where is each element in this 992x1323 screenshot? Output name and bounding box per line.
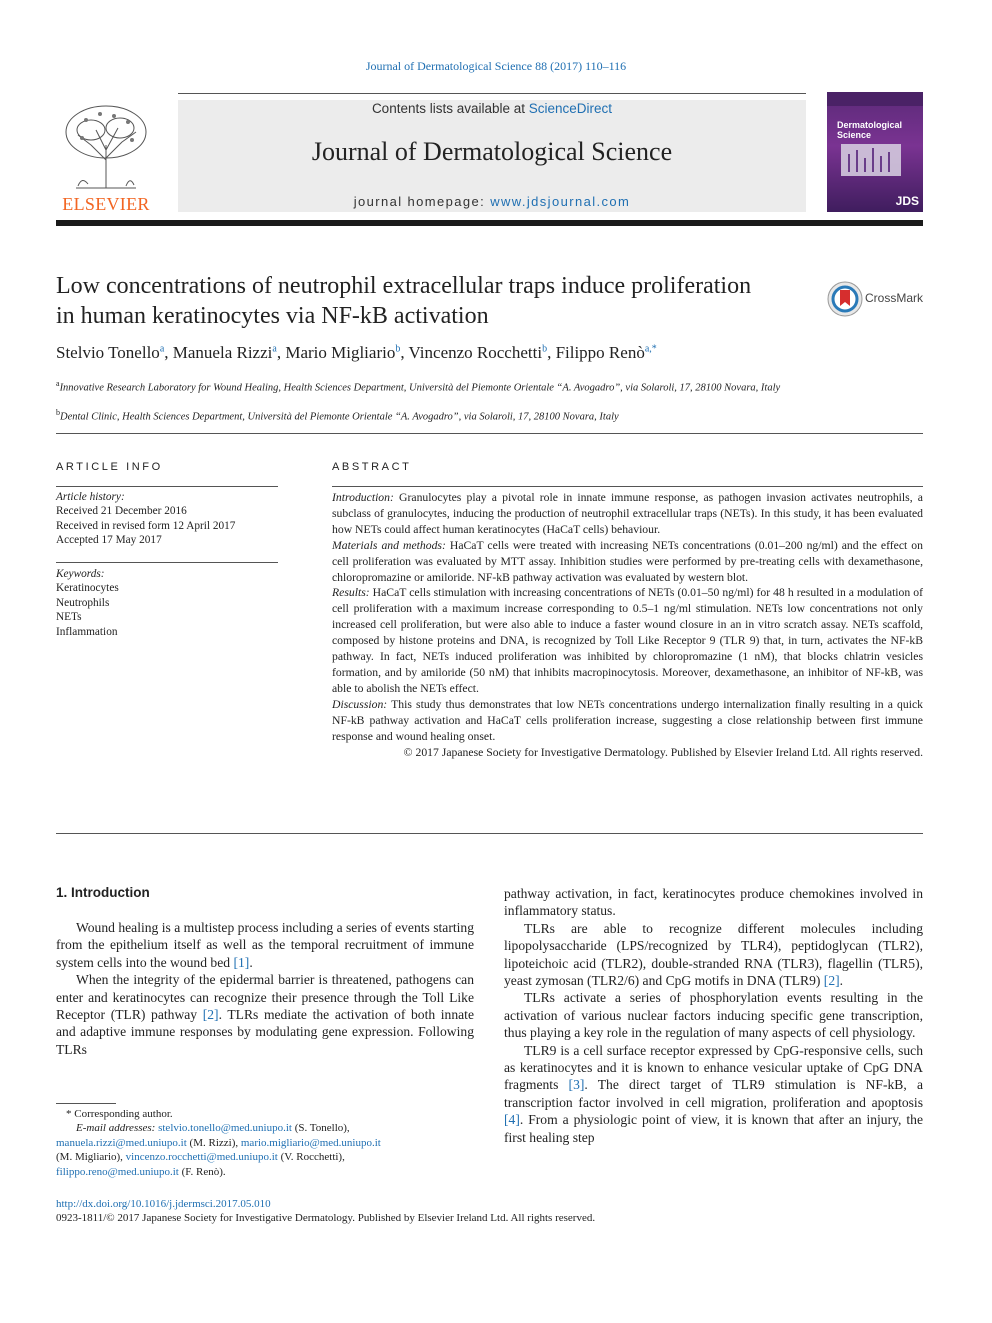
keywords-block (56, 567, 278, 639)
journal-citation[interactable]: Journal of Dermatological Science 88 (2017) 110–116 (365, 59, 627, 73)
header-top-rule (178, 93, 806, 94)
keyword: NETs (56, 611, 82, 624)
author-list: Stelvio Tonello$^a$, Manuela Rizzi$^a$, Mario Migliario$^b$, Vincenzo Rocchetti$^b$, Filippo Renò$^{a,*}$ (56, 343, 657, 362)
email-link[interactable]: mario.migliario@med.uniupo.it (240, 1136, 381, 1149)
keyword: Inflammation (56, 625, 118, 638)
history-accepted: Accepted 17 May 2017 (56, 534, 162, 547)
abstract-methods: Materials and methods: HaCaT cells were treated with increasing NETs concentrations (0.01–200 ng/ml) and the effect on cell proliferation was evaluated by MTT assay. Inhibition studies were performed by pre-treating cells with dexamethasone, chloropromazine or amiloride. NF-kB pathway activation was evaluated by western blot. (332, 538, 923, 584)
abstract-results: Results: HaCaT cells stimulation with increasing concentrations of NETs (0.01–50 ng/ml) for 48 h resulted in a modulation of cell proliferation with a maximum increase corresponding to 0.5–1 ng/ml stimulation. NETs low concentrations not only increased cell proliferation, but were also able to induce a faster wound closure in an in vitro scratch assay. NETs scaffold, composed by histone proteins and DNA, is recognized by Toll Like Receptor 9 (TLR 9) that, in turn, activates the NF-kB pathway. In fact, NETs induced proliferation was inhibited by chloropromazine (1 nM), that blocks chlatrin vesicles formation, and by amiloride (50 nM) that inhibits macropinocytosis. Moreover, dexamethasone, an inhibitor of NF-kB, was able to abolish the NETs effect. (332, 586, 923, 695)
author[interactable]: Vincenzo Rocchetti$^b$ (408, 343, 548, 362)
author-affil-mark[interactable]: b (395, 343, 401, 355)
reference-link[interactable]: [2] (823, 973, 840, 989)
paragraph: TLRs are able to recognize different molecules including lipopolysaccharide (LPS/recognized by TLR4), peptidoglycan (TLR2), lipoteichoic acid (TLR2), double-stranded RNA (TLR3), flagellin (TLR5), yeast zymosan (TLR2/6) and CpG motifs in DNA (TLR9) [2]. (504, 920, 923, 989)
cover-badge: JDS (895, 194, 919, 208)
keywords-rule (56, 562, 278, 563)
contents-line (178, 101, 806, 116)
journal-cover-thumbnail[interactable] (827, 92, 923, 212)
corresponding-author-footnote: * Corresponding author. E-mail addresses: stelvio.tonello@med.uniupo.it (S. Tonello), manuela.rizzi@med.uniupo.it (M. Rizzi), mario.migliario@med.uniupo.it (M. Migliario), vincenzo.rocchetti@med.uniupo.it (V. Rocchetti), filippo.reno@med.uniupo.it (F. Renò). (56, 1107, 476, 1179)
footnote-rule (56, 1103, 116, 1104)
article-title: Low concentrations of neutrophil extracellular traps induce proliferation in human keratinocytes via NF-kB activation (56, 273, 752, 329)
reference-link[interactable]: [4] (504, 1112, 520, 1128)
article-history (56, 490, 278, 548)
email-label: E-mail addresses: (76, 1122, 156, 1135)
cover-title: Dermatological Science (837, 120, 903, 140)
journal-name: Journal of Dermatological Science (311, 137, 673, 166)
email-link[interactable]: vincenzo.rocchetti@med.uniupo.it (125, 1151, 278, 1164)
journal-homepage-line (178, 194, 806, 209)
history-received: Received 21 December 2016 (56, 505, 187, 518)
keywords-label: Keywords: (56, 568, 105, 580)
homepage-prefix: journal homepage: (353, 194, 491, 209)
author-affil-mark[interactable]: a,* (644, 343, 657, 355)
doi-line (56, 1198, 923, 1210)
abstract-rule (332, 486, 923, 487)
paragraph: TLR9 is a cell surface receptor expressed by CpG-responsive cells, such as keratinocytes and it is known to enhance vesicular uptake of CpG DNA fragments [3]. The direct target of TLR9 stimulation is NF-kB, a transcription factor involved in cell migration, proliferation and apoptosis [4]. From a physiologic point of view, it is known that after an injury, the first healing step (504, 1042, 923, 1145)
abstract-copyright: © 2017 Japanese Society for Investigative Dermatology. Published by Elsevier Ireland Ltd. All rights reserved. (403, 745, 923, 759)
article-info-heading: ARTICLE INFO (56, 461, 163, 473)
crossmark-icon (826, 280, 864, 318)
paragraph: Wound healing is a multistep process including a series of events starting from the epithelium itself as well as the temporal recruitment of immune system cells into the wound bed [1]. (56, 920, 474, 970)
reference-link[interactable]: [3] (568, 1077, 585, 1093)
article-info-rule (56, 486, 278, 487)
abstract-body (332, 490, 923, 760)
author[interactable]: Stelvio Tonello$^a$ (56, 343, 165, 362)
history-label: Article history: (56, 491, 125, 503)
section-heading-introduction: 1. Introduction (56, 885, 150, 900)
affiliation-a: $^a$Innovative Research Laboratory for Wound Healing, Health Sciences Department, Università del Piemonte Orientale “A. Avogadro”, via Solaroli, 17, 28100 Novara, Italy (56, 379, 781, 394)
sciencedirect-link[interactable]: ScienceDirect (528, 101, 613, 116)
affiliation-b: $^b$Dental Clinic, Health Sciences Department, Università del Piemonte Orientale “A. Avogadro”, via Solaroli, 17, 28100 Novara, Italy (56, 408, 619, 423)
corresponding-author-note: * Corresponding author. (66, 1108, 173, 1120)
email-link[interactable]: filippo.reno@med.uniupo.it (56, 1165, 179, 1178)
doi-link[interactable]: http://dx.doi.org/10.1016/j.jdermsci.2017.05.010 (56, 1198, 271, 1210)
crossmark-label[interactable]: CrossMark (865, 291, 924, 305)
email-link[interactable]: stelvio.tonello@med.uniupo.it (158, 1122, 292, 1135)
keyword: Neutrophils (56, 596, 110, 609)
body-column-left (56, 919, 474, 1058)
author-affil-mark[interactable]: a (159, 343, 165, 355)
author-affil-mark[interactable]: b (542, 343, 548, 355)
paragraph: When the integrity of the epidermal barrier is threatened, pathogens can enter and keratinocytes can recognize their presence through the Toll Like Receptor (TLR) pathway [2]. TLRs mediate the activation of both innate and adaptive immune responses by modulating gene expression. Following TLRs (56, 972, 474, 1057)
affiliation-rule (56, 433, 923, 434)
homepage-link[interactable]: www.jdsjournal.com (490, 194, 631, 209)
abstract-bottom-rule (56, 833, 923, 834)
author[interactable]: Filippo Renò$^{a,*}$ (555, 343, 657, 362)
author[interactable]: Manuela Rizzi$^a$ (172, 343, 277, 362)
author-affil-mark[interactable]: a (272, 343, 277, 355)
abstract-introduction: Introduction: Granulocytes play a pivotal role in innate immune response, as pathogen invasion activates neutrophils, a subclass of granulocytes, inducing the production of neutrophil extracellular traps (NETs). In this study, it has been evaluated how NETs could affect human keratinocytes (HaCaT cells) behaviour. (332, 491, 923, 536)
reference-link[interactable]: [2] (202, 1007, 219, 1023)
keyword: Keratinocytes (56, 582, 119, 595)
issn-copyright-line: 0923-1811/© 2017 Japanese Society for Investigative Dermatology. Published by Elsevier Ireland Ltd. All rights reserved. (56, 1212, 596, 1224)
paragraph: TLRs activate a series of phosphorylation events resulting in the activation of various nuclear factors inducing specific gene transcription, thus playing a key role in the regulation of many aspects of cell physiology. (504, 990, 923, 1041)
paragraph: pathway activation, in fact, keratinocytes produce chemokines involved in inflammatory status. (504, 886, 923, 919)
body-column-right (504, 885, 923, 1146)
header-bottom-rule (56, 220, 923, 226)
abstract-heading: ABSTRACT (332, 461, 412, 473)
abstract-discussion: Discussion: This study thus demonstrates that low NETs concentrations undergo internalization finally resulting in a quick NF-kB pathway activation and HaCaT cells proliferation increase, suggesting a close relationship between first immune response and wound healing onset. (332, 697, 923, 743)
elsevier-wordmark: ELSEVIER (62, 194, 150, 214)
contents-prefix: Contents lists available at (371, 101, 529, 116)
reference-link[interactable]: [1] (233, 954, 250, 970)
author[interactable]: Mario Migliario$^b$ (285, 343, 401, 362)
history-revised: Received in revised form 12 April 2017 (56, 519, 236, 532)
email-link[interactable]: manuela.rizzi@med.uniupo.it (56, 1136, 187, 1149)
